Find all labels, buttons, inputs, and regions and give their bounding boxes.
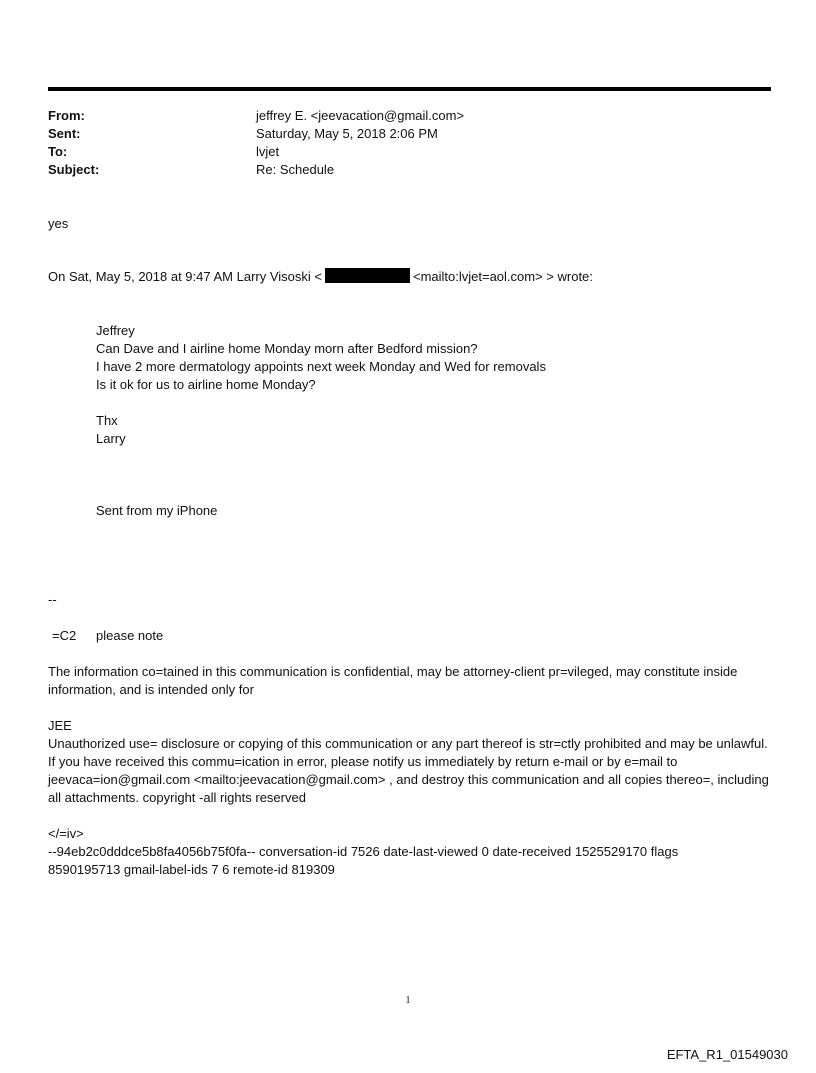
div-close-text: </=iv> [48, 826, 84, 841]
quote-intro [48, 268, 593, 286]
document-id: EFTA_R1_01549030 [666, 1047, 788, 1062]
unauthorized-notice: Unauthorized use= disclosure or copying of this communication or any part thereof is str=ctly prohibited and may be unlawful. If you have received this commu=ication in error, please notify us immediately by return e-mail or by e=mail to jeevaca=ion@gmail.com <mailto:jeevacation@gmail.com> , and destroy this communication and all copies thereo=, including all attachments. copyright -all rights reserved [48, 736, 769, 805]
quote-intro-suffix: <mailto:lvjet=aol.com> > wrote: [412, 269, 593, 284]
subject-label: Subject: [48, 162, 100, 177]
sent-label: Sent: [48, 126, 81, 141]
jee-label: JEE [48, 718, 72, 733]
quote-intro-prefix: On Sat, May 5, 2018 at 9:47 AM Larry Visoski < [48, 269, 322, 284]
to-label: To: [48, 144, 68, 159]
note-code: =C2 [52, 628, 77, 643]
metadata-text: --94eb2c0dddce5b8fa4056b75f0fa-- conversation-id 7526 date-last-viewed 0 date-received 1525529170 flags 8590195713 gmail-label-ids 7 6 remote-id 819309 [48, 844, 679, 877]
quoted-line: I have 2 more dermatology appoints next week Monday and Wed for removals [96, 359, 546, 374]
quoted-line: Can Dave and I airline home Monday morn after Bedford mission? [96, 341, 478, 356]
quoted-signature: Sent from my iPhone [96, 503, 218, 518]
quoted-line: Is it ok for us to airline home Monday? [96, 377, 316, 392]
from-value: jeffrey E. <jeevacation@gmail.com> [256, 108, 465, 123]
separator: -- [48, 592, 57, 607]
page-number: 1 [405, 995, 411, 1006]
confidential-notice: The information co=tained in this communication is confidential, may be attorney-client pr=vileged, may constitute inside information, and is intended only for [48, 664, 738, 697]
to-value: lvjet [256, 144, 280, 159]
from-label: From: [48, 108, 85, 123]
reply-text: yes [48, 216, 69, 231]
header-rule [48, 87, 771, 91]
quoted-line: Jeffrey [96, 323, 135, 338]
quoted-thx: Thx [96, 413, 118, 428]
subject-value: Re: Schedule [256, 162, 335, 177]
quoted-name: Larry [96, 431, 126, 446]
sent-value: Saturday, May 5, 2018 2:06 PM [256, 126, 438, 141]
redaction-box [325, 268, 410, 283]
note-text: please note [96, 628, 164, 643]
